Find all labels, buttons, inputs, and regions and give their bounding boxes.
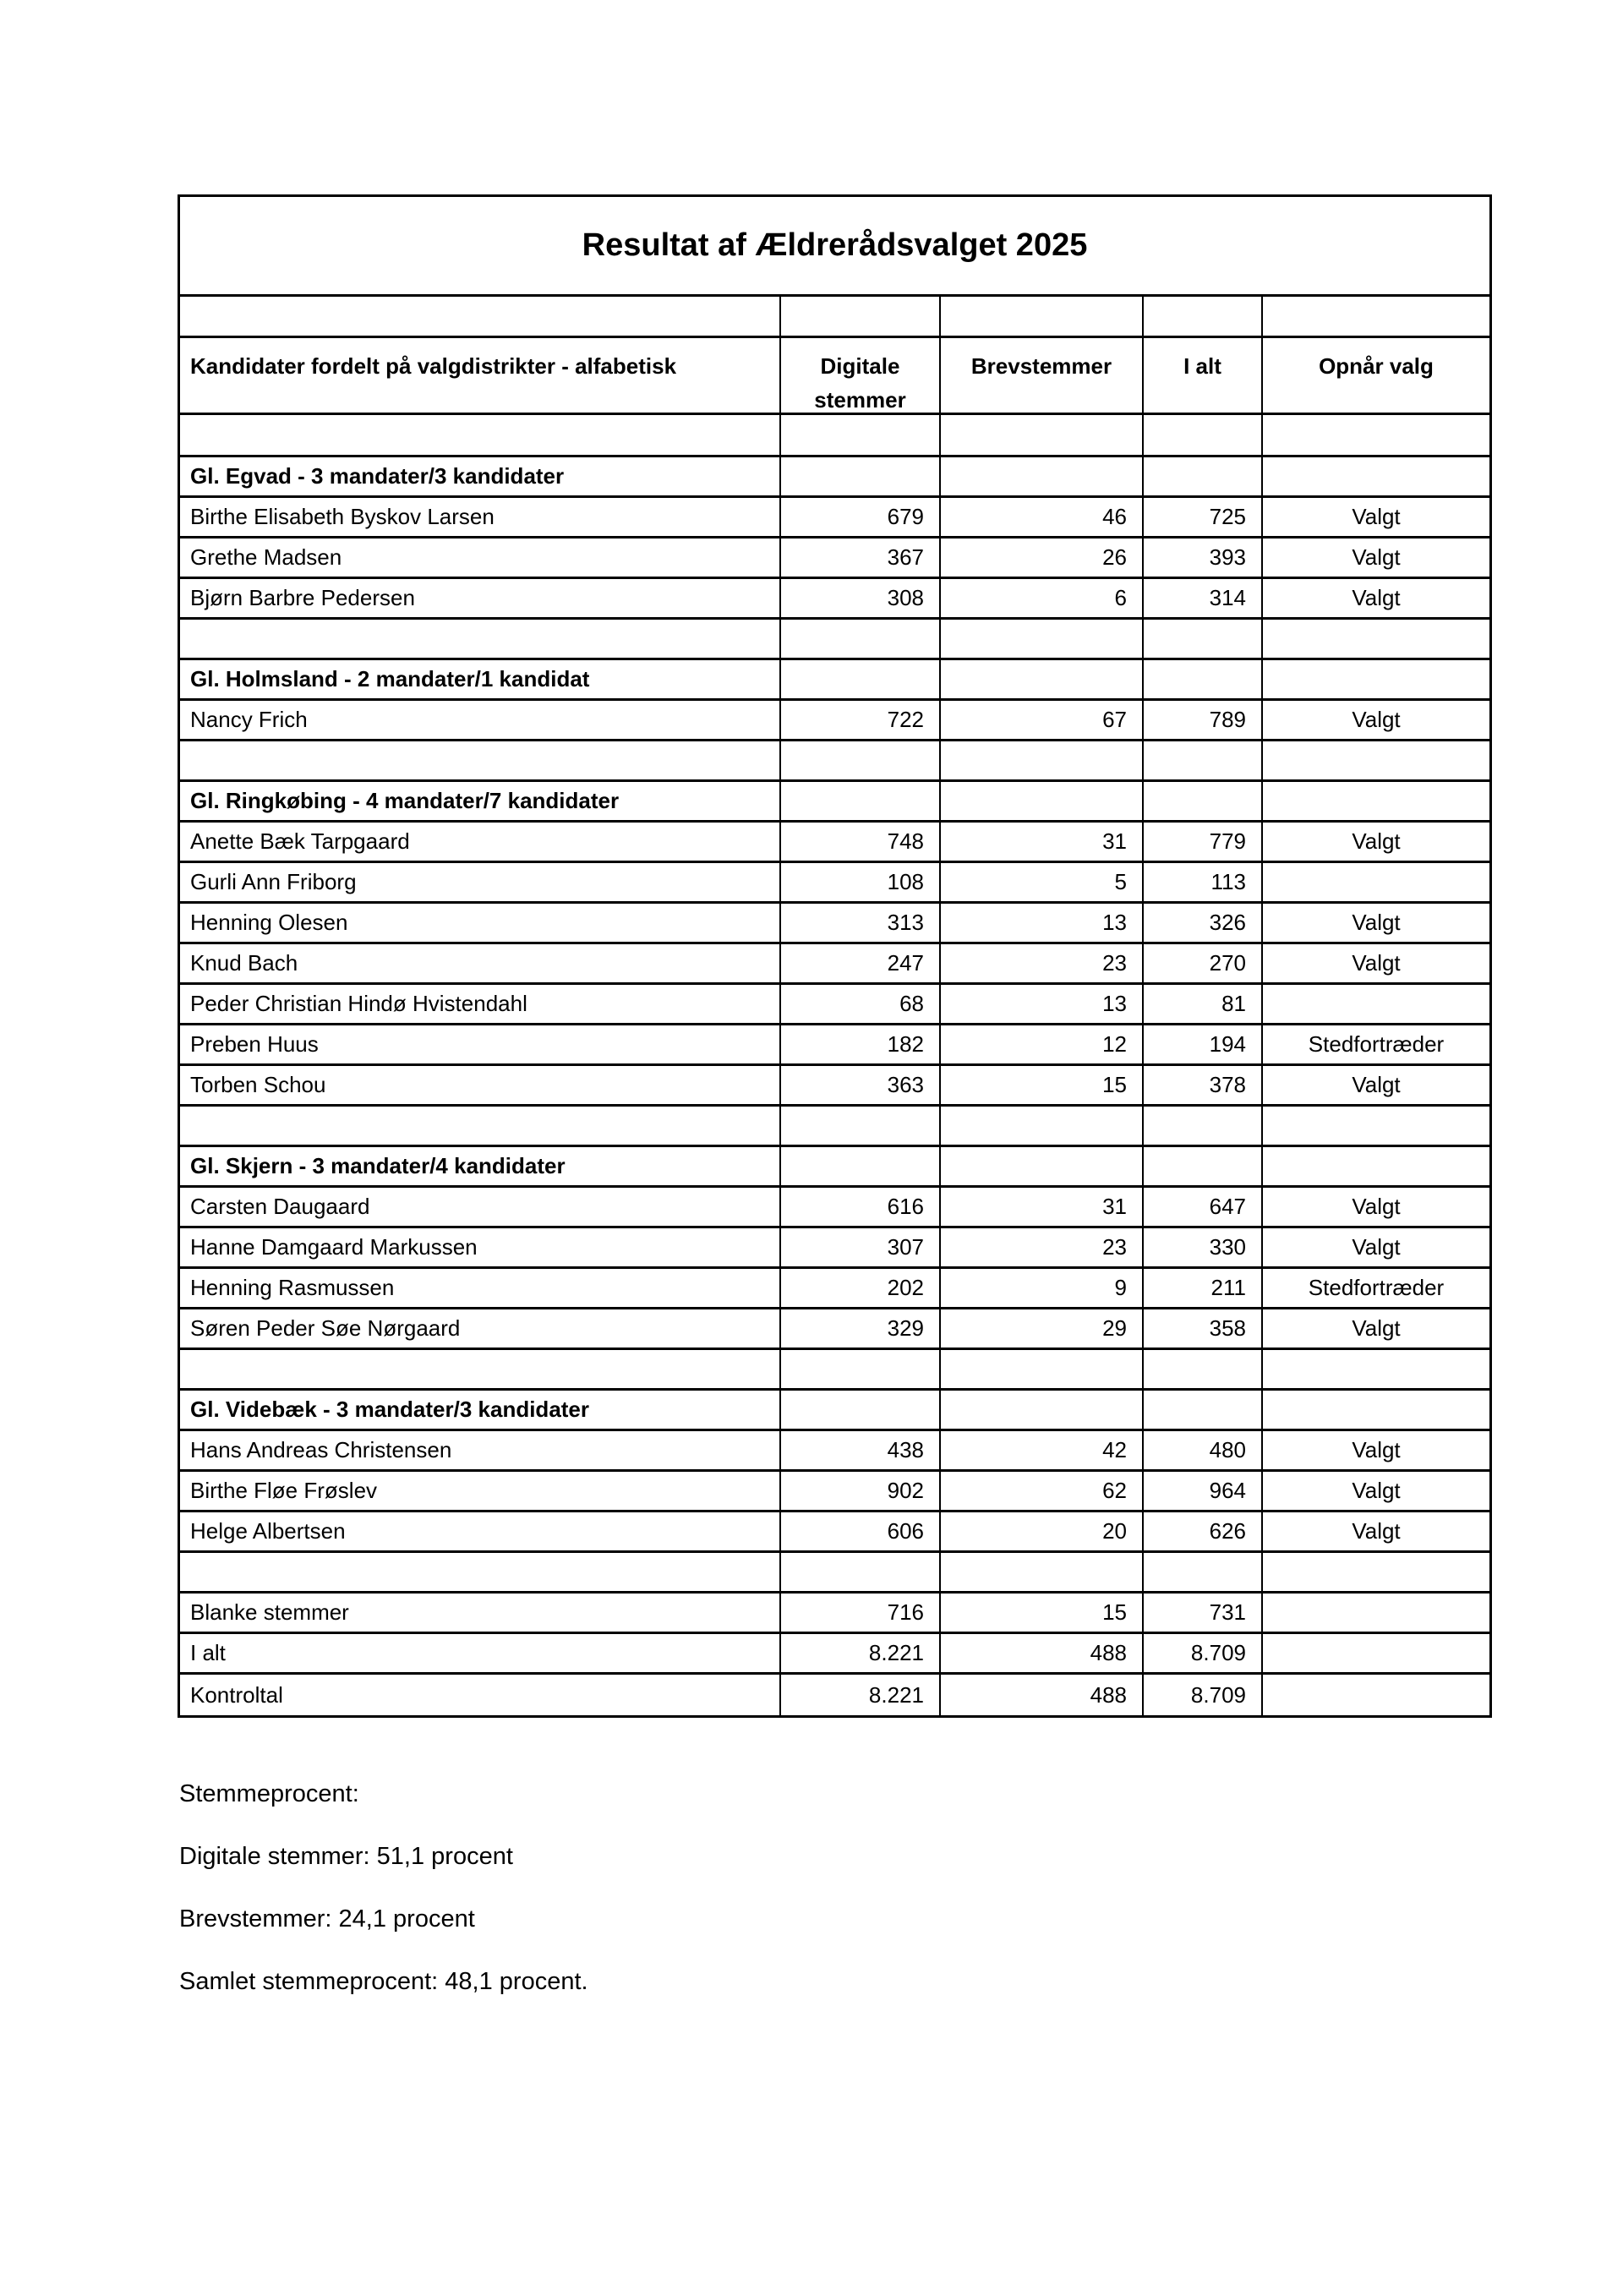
empty-spacer-row [180, 1350, 1489, 1391]
mail-votes-cell: 13 [941, 985, 1144, 1023]
digital-votes-cell: 8.221 [781, 1675, 941, 1715]
total-votes-cell: 113 [1144, 863, 1263, 901]
digital-votes-cell: 716 [781, 1594, 941, 1632]
mail-votes-cell: 15 [941, 1066, 1144, 1104]
total-votes-cell: 326 [1144, 904, 1263, 942]
elected-status-cell [1263, 1147, 1489, 1185]
elected-status-cell [1263, 1594, 1489, 1632]
candidate-name-cell: Gurli Ann Friborg [180, 863, 781, 901]
digital-votes-cell [781, 782, 941, 820]
table-row [180, 863, 1489, 904]
digital-votes-cell: 748 [781, 823, 941, 861]
elected-status-cell: Valgt [1352, 1437, 1401, 1463]
candidate-name-cell [180, 620, 781, 658]
total-votes-cell [1144, 660, 1263, 698]
mail-votes-cell [941, 660, 1144, 698]
mail-votes-cell [941, 620, 1144, 658]
digital-votes-cell: 68 [781, 985, 941, 1023]
elected-status-cell: Valgt [1352, 1315, 1401, 1342]
mail-votes-cell: 12 [941, 1025, 1144, 1063]
elected-status-cell [1263, 457, 1489, 495]
mail-votes-cell: 15 [941, 1594, 1144, 1632]
table-row [180, 985, 1489, 1025]
total-votes-cell [1144, 1147, 1263, 1185]
elected-status-cell [1263, 863, 1489, 901]
total-votes-cell: 731 [1144, 1594, 1263, 1632]
digital-votes-cell: 722 [781, 701, 941, 739]
total-votes-cell [1144, 1107, 1263, 1145]
total-votes-cell: 314 [1144, 579, 1263, 617]
candidate-name-cell: Carsten Daugaard [180, 1188, 781, 1226]
mail-votes-cell: 6 [941, 579, 1144, 617]
digital-votes-cell [781, 1350, 941, 1388]
candidate-name-cell: Knud Bach [180, 944, 781, 982]
empty-cell [180, 415, 781, 455]
candidate-name-cell: Helge Albertsen [180, 1512, 781, 1550]
column-header-mail-votes: Brevstemmer [941, 338, 1144, 413]
section-header-label: Gl. Skjern - 3 mandater/4 kandidater [180, 1147, 781, 1185]
elected-status-cell [1263, 1107, 1489, 1145]
candidate-name-cell: Preben Huus [180, 1025, 781, 1063]
total-votes-cell: 626 [1144, 1512, 1263, 1550]
mail-votes-cell: 20 [941, 1512, 1144, 1550]
mail-votes-cell: 46 [941, 498, 1144, 536]
elected-status-cell: Stedfortræder [1308, 1031, 1445, 1058]
mail-votes-cell: 62 [941, 1472, 1144, 1510]
digital-votes-cell: 902 [781, 1472, 941, 1510]
digital-votes-cell [781, 620, 941, 658]
digital-votes-cell [781, 1391, 941, 1429]
total-votes-cell [1144, 1553, 1263, 1591]
table-row [180, 498, 1489, 538]
candidate-name-cell: I alt [180, 1634, 781, 1672]
candidate-name-cell: Søren Peder Søe Nørgaard [180, 1309, 781, 1348]
elected-status-cell: Valgt [1352, 585, 1401, 611]
candidate-name-cell: Anette Bæk Tarpgaard [180, 823, 781, 861]
table-row [180, 944, 1489, 985]
section-header-row [180, 1147, 1489, 1188]
digital-votes-cell: 247 [781, 944, 941, 982]
table-body [180, 457, 1489, 1715]
mail-votes-cell [941, 457, 1144, 495]
elected-status-cell: Valgt [1352, 828, 1401, 855]
candidate-name-cell: Bjørn Barbre Pedersen [180, 579, 781, 617]
section-header-label: Gl. Egvad - 3 mandater/3 kandidater [180, 457, 781, 495]
turnout-notes [179, 1780, 588, 2031]
empty-cell [781, 415, 941, 455]
elected-status-cell [1263, 1553, 1489, 1591]
candidate-name-cell: Blanke stemmer [180, 1594, 781, 1632]
elected-status-cell: Valgt [1352, 544, 1401, 571]
elected-status-cell: Valgt [1352, 504, 1401, 530]
table-row [180, 1594, 1489, 1634]
empty-cell [1263, 297, 1489, 336]
empty-spacer-row [180, 620, 1489, 660]
candidate-name-cell: Grethe Madsen [180, 538, 781, 577]
total-votes-cell: 393 [1144, 538, 1263, 577]
mail-votes-cell [941, 1553, 1144, 1591]
empty-cell [1144, 415, 1263, 455]
elected-status-cell [1263, 620, 1489, 658]
table-row [180, 701, 1489, 741]
elected-status-cell: Valgt [1352, 910, 1401, 936]
elected-status-cell [1263, 660, 1489, 698]
elected-status-cell [1263, 1675, 1489, 1715]
section-header-row [180, 660, 1489, 701]
elected-status-cell [1263, 1350, 1489, 1388]
candidate-name-cell: Peder Christian Hindø Hvistendahl [180, 985, 781, 1023]
mail-votes-cell [941, 1391, 1144, 1429]
section-header-label: Gl. Videbæk - 3 mandater/3 kandidater [180, 1391, 781, 1429]
section-header-label: Gl. Ringkøbing - 4 mandater/7 kandidater [180, 782, 781, 820]
table-row [180, 1309, 1489, 1350]
elected-status-cell [1263, 985, 1489, 1023]
mail-votes-cell [941, 782, 1144, 820]
digital-votes-cell [781, 1553, 941, 1591]
candidate-name-cell: Hanne Damgaard Markussen [180, 1228, 781, 1266]
elected-status-cell [1263, 1634, 1489, 1672]
table-row [180, 1025, 1489, 1066]
mail-votes-cell [941, 741, 1144, 779]
table-row [180, 904, 1489, 944]
empty-cell [1263, 415, 1489, 455]
digital-votes-cell: 313 [781, 904, 941, 942]
empty-cell [781, 297, 941, 336]
total-votes-cell: 8.709 [1144, 1634, 1263, 1672]
total-votes-cell: 8.709 [1144, 1675, 1263, 1715]
digital-votes-cell: 308 [781, 579, 941, 617]
total-votes-cell [1144, 1350, 1263, 1388]
section-header-row [180, 782, 1489, 823]
mail-votes-cell: 23 [941, 944, 1144, 982]
candidate-name-cell: Nancy Frich [180, 701, 781, 739]
digital-votes-cell: 108 [781, 863, 941, 901]
digital-votes-cell: 8.221 [781, 1634, 941, 1672]
turnout-total: Samlet stemmeprocent: 48,1 procent. [179, 1968, 588, 1995]
table-row [180, 1188, 1489, 1228]
table-row [180, 1228, 1489, 1269]
empty-spacer-row [180, 1107, 1489, 1147]
mail-votes-cell: 42 [941, 1431, 1144, 1469]
total-votes-cell: 725 [1144, 498, 1263, 536]
elected-status-cell: Valgt [1352, 950, 1401, 976]
total-votes-cell: 480 [1144, 1431, 1263, 1469]
digital-votes-cell [781, 660, 941, 698]
elected-status-cell: Valgt [1352, 1072, 1401, 1098]
total-votes-cell [1144, 741, 1263, 779]
candidate-name-cell: Birthe Fløe Frøslev [180, 1472, 781, 1510]
digital-votes-cell [781, 1147, 941, 1185]
candidate-name-cell: Hans Andreas Christensen [180, 1431, 781, 1469]
digital-votes-cell: 363 [781, 1066, 941, 1104]
section-header-row [180, 1391, 1489, 1431]
empty-cell [1144, 297, 1263, 336]
page-title: Resultat af Ældrerådsvalget 2025 [582, 227, 1088, 263]
section-header-label: Gl. Holmsland - 2 mandater/1 kandidat [180, 660, 781, 698]
table-row [180, 1675, 1489, 1715]
candidate-name-cell [180, 741, 781, 779]
election-results-table [178, 194, 1492, 1718]
candidate-name-cell [180, 1553, 781, 1591]
mail-votes-cell: 29 [941, 1309, 1144, 1348]
mail-votes-cell [941, 1147, 1144, 1185]
total-votes-cell: 330 [1144, 1228, 1263, 1266]
digital-votes-cell [781, 457, 941, 495]
total-votes-cell: 779 [1144, 823, 1263, 861]
elected-status-cell: Valgt [1352, 1478, 1401, 1504]
mail-votes-cell: 488 [941, 1634, 1144, 1672]
table-row [180, 1269, 1489, 1309]
table-row [180, 823, 1489, 863]
total-votes-cell [1144, 782, 1263, 820]
total-votes-cell: 789 [1144, 701, 1263, 739]
digital-votes-cell: 329 [781, 1309, 941, 1348]
total-votes-cell: 211 [1144, 1269, 1263, 1307]
mail-votes-cell: 488 [941, 1675, 1144, 1715]
elected-status-cell: Valgt [1352, 1518, 1401, 1544]
elected-status-cell [1263, 1391, 1489, 1429]
digital-votes-cell: 616 [781, 1188, 941, 1226]
total-votes-cell: 647 [1144, 1188, 1263, 1226]
mail-votes-cell: 31 [941, 1188, 1144, 1226]
table-header-row [180, 338, 1489, 415]
mail-votes-cell [941, 1350, 1144, 1388]
digital-votes-cell: 182 [781, 1025, 941, 1063]
empty-row [180, 415, 1489, 457]
elected-status-cell: Valgt [1352, 1194, 1401, 1220]
elected-status-cell: Stedfortræder [1308, 1275, 1445, 1301]
turnout-mail: Brevstemmer: 24,1 procent [179, 1905, 475, 1932]
digital-votes-cell [781, 741, 941, 779]
total-votes-cell: 964 [1144, 1472, 1263, 1510]
candidate-name-cell [180, 1107, 781, 1145]
column-header-elected: Opnår valg [1319, 353, 1434, 379]
elected-status-cell [1263, 782, 1489, 820]
section-header-row [180, 457, 1489, 498]
digital-votes-cell: 679 [781, 498, 941, 536]
table-row [180, 1512, 1489, 1553]
candidate-name-cell [180, 1350, 781, 1388]
candidate-name-cell: Henning Rasmussen [180, 1269, 781, 1307]
digital-votes-cell [781, 1107, 941, 1145]
empty-spacer-row [180, 1553, 1489, 1594]
elected-status-cell: Valgt [1352, 707, 1401, 733]
mail-votes-cell: 5 [941, 863, 1144, 901]
mail-votes-cell: 67 [941, 701, 1144, 739]
empty-cell [180, 297, 781, 336]
table-row [180, 538, 1489, 579]
column-header-candidates: Kandidater fordelt på valgdistrikter - alfabetisk [180, 338, 781, 413]
table-row [180, 1472, 1489, 1512]
digital-votes-cell: 202 [781, 1269, 941, 1307]
empty-cell [941, 415, 1144, 455]
digital-votes-cell: 307 [781, 1228, 941, 1266]
empty-cell [941, 297, 1144, 336]
column-header-total: I alt [1144, 338, 1263, 413]
mail-votes-cell: 9 [941, 1269, 1144, 1307]
candidate-name-cell: Kontroltal [180, 1675, 781, 1715]
mail-votes-cell [941, 1107, 1144, 1145]
total-votes-cell [1144, 1391, 1263, 1429]
candidate-name-cell: Henning Olesen [180, 904, 781, 942]
column-header-digital-votes: Digitale stemmer [781, 338, 941, 413]
total-votes-cell: 81 [1144, 985, 1263, 1023]
turnout-digital: Digitale stemmer: 51,1 procent [179, 1843, 513, 1870]
digital-votes-cell: 438 [781, 1431, 941, 1469]
title-row [180, 197, 1489, 297]
digital-votes-cell: 367 [781, 538, 941, 577]
mail-votes-cell: 31 [941, 823, 1144, 861]
mail-votes-cell: 13 [941, 904, 1144, 942]
table-row [180, 1634, 1489, 1675]
table-row [180, 1431, 1489, 1472]
empty-row [180, 297, 1489, 338]
total-votes-cell: 270 [1144, 944, 1263, 982]
empty-spacer-row [180, 741, 1489, 782]
candidate-name-cell: Torben Schou [180, 1066, 781, 1104]
total-votes-cell: 194 [1144, 1025, 1263, 1063]
total-votes-cell [1144, 457, 1263, 495]
table-row [180, 1066, 1489, 1107]
turnout-heading: Stemmeprocent: [179, 1780, 359, 1807]
total-votes-cell: 358 [1144, 1309, 1263, 1348]
digital-votes-cell: 606 [781, 1512, 941, 1550]
elected-status-cell: Valgt [1352, 1234, 1401, 1260]
mail-votes-cell: 23 [941, 1228, 1144, 1266]
candidate-name-cell: Birthe Elisabeth Byskov Larsen [180, 498, 781, 536]
table-row [180, 579, 1489, 620]
mail-votes-cell: 26 [941, 538, 1144, 577]
total-votes-cell [1144, 620, 1263, 658]
total-votes-cell: 378 [1144, 1066, 1263, 1104]
elected-status-cell [1263, 741, 1489, 779]
